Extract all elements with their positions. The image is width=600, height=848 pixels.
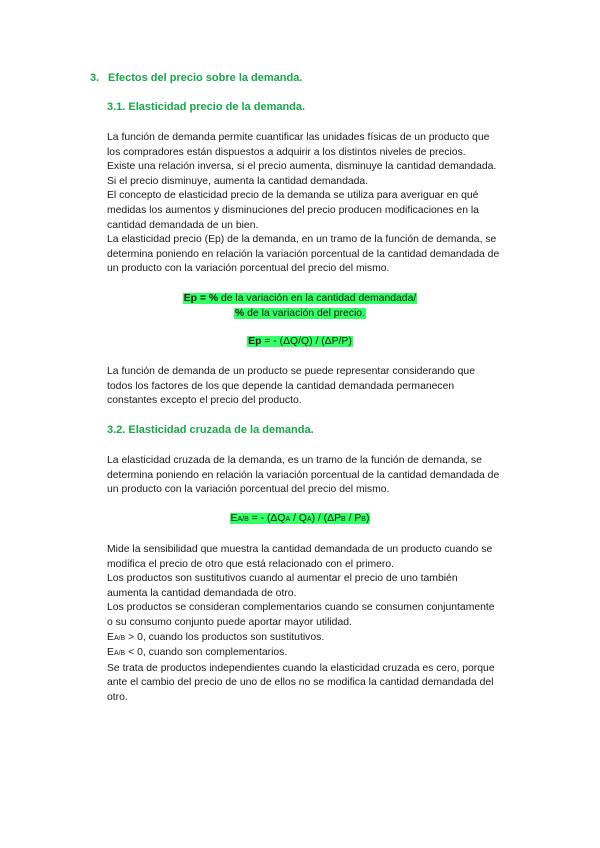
text-line: determina poniendo en relación la variación porcentual de la cantidad demandada de (107, 469, 500, 481)
formula-bold-text: Ep (248, 336, 262, 347)
formula-bold-text: % (235, 307, 245, 319)
text-line: La elasticidad cruzada de la demanda, es un tramo de la función de demanda, se (107, 455, 482, 466)
e-line-text: < 0, cuando son complementarios. (128, 647, 288, 659)
formula-subscript: B (341, 516, 346, 523)
e-subscript: A/B (113, 650, 126, 658)
formula-price-elasticity (0, 335, 600, 350)
section-heading (90, 72, 302, 84)
formula-text: / P (348, 513, 362, 524)
formula-text: = - (ΔQ/Q) / (ΔP/P) (264, 336, 352, 347)
e-line-text: > 0, cuando los productos son sustitutivos. (128, 631, 325, 643)
text-line: cantidad demandada de un bien. (107, 219, 259, 231)
text-line: ante el cambio del precio de uno de ellos no se modifica la cantidad demandada del (107, 677, 494, 689)
text-line: otro. (107, 691, 128, 703)
text-line: medidas los aumentos y disminuciones del precio producen modificaciones en la (107, 204, 479, 216)
formula-bold-text: Ep = % (183, 293, 219, 304)
section-title: Efectos del precio sobre la demanda. (108, 72, 303, 84)
text-line: determina poniendo en relación la variación porcentual de la cantidad demandada de (107, 248, 500, 260)
formula-subscript: B (361, 516, 366, 523)
section-number: 3. (90, 72, 100, 84)
text-line: un producto con la variación porcentual del precio del mismo. (107, 484, 390, 496)
text-line: La función de demanda de un producto se puede representar considerando que (107, 366, 475, 377)
highlight (247, 336, 353, 347)
text-line: todos los factores de los que depende la cantidad demandada permanecen (107, 380, 455, 392)
formula-subscript: A/B (237, 516, 249, 523)
formula-price-elasticity-words (0, 292, 600, 321)
formula-cross-elasticity (0, 512, 600, 528)
formula-text: ) (365, 513, 370, 524)
text-line-complements (107, 646, 537, 662)
formula-text: E (230, 513, 238, 524)
formula-text: ) / (ΔP (311, 513, 342, 524)
text-line: Existe una relación inversa, si el precio aumenta, disminuye la cantidad demandada. (107, 161, 497, 173)
formula-text: de la variación en la cantidad demandada/ (220, 293, 417, 304)
text-line: Mide la sensibilidad que muestra la cantidad demandada de un producto cuando se (107, 544, 493, 555)
text-line: Si el precio disminuye, aumenta la cantidad demandada. (107, 175, 369, 187)
formula-subscript: A (306, 516, 312, 523)
text-line: Se trata de productos independientes cuando la elasticidad cruzada es cero, porque (107, 662, 495, 674)
highlight (230, 513, 371, 524)
formula-text: = - (ΔQ (251, 513, 286, 524)
text-line: un producto con la variación porcentual del precio del mismo. (107, 263, 390, 275)
text-line: aumenta la cantidad demandada de otro. (107, 587, 297, 599)
text-line: La función de demanda permite cuantificar las unidades físicas de un producto que (107, 132, 490, 143)
text-line: o su consumo conjunto puede aportar mayor utilidad. (107, 616, 352, 628)
paragraph-demand-function (107, 131, 537, 277)
formula-text: / Q (293, 513, 307, 524)
paragraph-representation (107, 365, 537, 409)
highlight (234, 308, 366, 319)
text-line-substitutes (107, 631, 537, 647)
e-letter: E (107, 647, 114, 659)
text-line: La elasticidad precio (Ep) de la demanda, en un tramo de la función de demanda, se (107, 234, 497, 246)
text-line: El concepto de elasticidad precio de la demanda se utiliza para averiguar en qué (107, 190, 479, 202)
text-line: los compradores están dispuestos a adquirir a los distintos niveles de precios. (107, 146, 466, 158)
subsection-heading-cross-elasticity: 3.2. Elasticidad cruzada de la demanda. (107, 424, 314, 436)
paragraph-sensitivity (107, 543, 537, 706)
text-line: Los productos son sustitutivos cuando al aumentar el precio de uno también (107, 573, 458, 585)
subsection-heading-price-elasticity: 3.1. Elasticidad precio de la demanda. (107, 101, 306, 113)
highlight (183, 293, 418, 304)
paragraph-cross-elasticity (107, 454, 537, 498)
formula-text: de la variación del precio. (247, 307, 365, 319)
text-line: constantes excepto el precio del producto. (107, 395, 302, 407)
e-subscript: A/B (113, 634, 126, 642)
text-line: Los productos se consideran complementarios cuando se consumen conjuntamente (107, 602, 495, 614)
e-letter: E (107, 631, 114, 643)
text-line: modifica el precio de otro que está relacionado con el primero. (107, 558, 395, 570)
formula-subscript: A (285, 516, 291, 523)
